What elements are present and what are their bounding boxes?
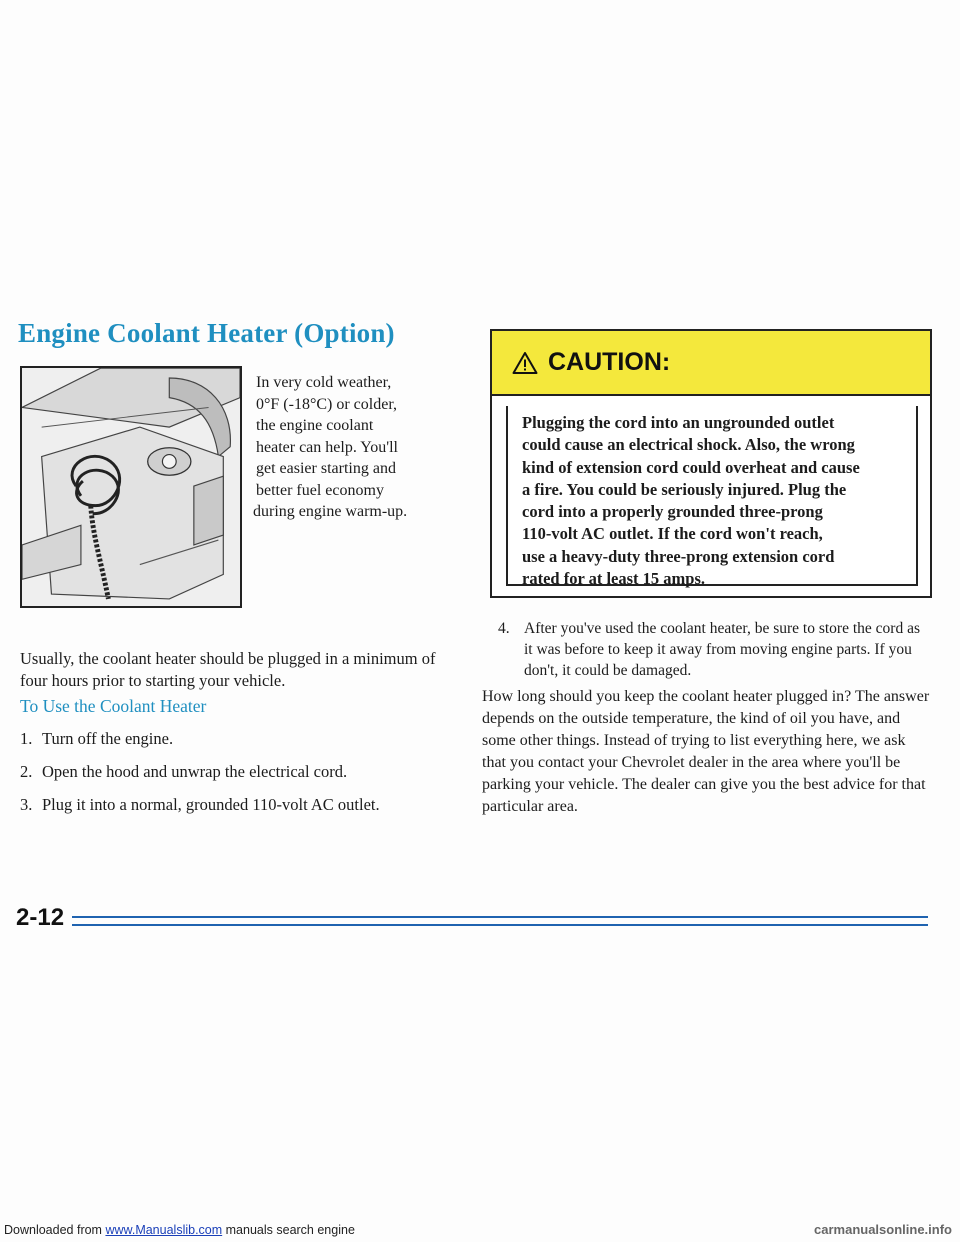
- manualslib-link[interactable]: www.Manualslib.com: [105, 1223, 223, 1237]
- download-banner: [0, 1218, 960, 1242]
- watermark-text: carmanualsonline.info: [814, 1222, 952, 1237]
- step-item: [20, 794, 470, 816]
- step-number: 3.: [20, 795, 33, 814]
- engine-bay-drawing: [22, 368, 240, 606]
- caution-line: could cause an electrical shock. Also, the wrong: [522, 435, 855, 455]
- step-item: [20, 761, 470, 783]
- section-subheading: To Use the Coolant Heater: [20, 696, 207, 716]
- intro-line: the engine coolant: [256, 417, 374, 434]
- banner-suffix: manuals search engine: [222, 1223, 355, 1237]
- step-text: After you've used the coolant heater, be sure to store the cord as it was before to keep it away from moving engine parts. If you don't, it could be damaged.: [524, 620, 920, 679]
- intro-line: get easier starting and: [256, 460, 396, 477]
- intro-line: 0°F (-18°C) or colder,: [256, 395, 398, 413]
- step-text: Plug it into a normal, grounded 110-volt AC outlet.: [42, 795, 380, 814]
- step-number: 1.: [20, 729, 33, 748]
- intro-line: better fuel economy: [256, 481, 384, 499]
- step-text: Open the hood and unwrap the electrical cord.: [42, 762, 348, 781]
- caution-line: kind of extension cord could overheat and cause: [522, 457, 860, 477]
- step-item: [498, 618, 928, 681]
- caution-line: Plugging the cord into an ungrounded outlet: [522, 413, 835, 432]
- step-text: Turn off the engine.: [42, 729, 174, 748]
- caution-line: cord into a properly grounded three-prong: [522, 502, 823, 522]
- caution-header: [492, 331, 930, 396]
- caution-line: rated for at least 15 amps.: [522, 569, 705, 589]
- steps-list-right: [498, 618, 928, 681]
- step-number: 4.: [498, 620, 510, 637]
- caution-line: a fire. You could be seriously injured. Plug the: [522, 479, 847, 499]
- step-number: 2.: [20, 762, 33, 781]
- caution-line: 110-volt AC outlet. If the cord won't reach,: [522, 524, 823, 544]
- warning-triangle-icon: [512, 351, 538, 375]
- steps-list-left: [20, 728, 470, 816]
- usage-note: Usually, the coolant heater should be plugged in a minimum of four hours prior to starting your vehicle.: [20, 649, 436, 690]
- caution-box: [490, 329, 932, 598]
- banner-prefix: Downloaded from: [4, 1223, 106, 1237]
- duration-paragraph: How long should you keep the coolant heater plugged in? The answer depends on the outside temperature, the kind of oil you have, and some other things. Instead of trying to list everything here, we ask that you contact your Chevrolet dealer in the area where you'll be parking your vehicle. The dealer can give you the best advice for that particular area.: [482, 688, 930, 815]
- caution-text: [506, 406, 918, 589]
- intro-line: heater can help. You'll: [256, 438, 398, 456]
- footer-rule-top: [72, 916, 928, 918]
- intro-line: In very cold weather,: [256, 374, 392, 391]
- footer-rule-bottom: [72, 924, 928, 926]
- banner-text: [4, 1223, 355, 1237]
- intro-paragraph: [253, 372, 456, 523]
- step-item: [20, 728, 470, 750]
- caution-heading: CAUTION:: [548, 348, 671, 376]
- page-number: 2-12: [16, 904, 65, 931]
- coolant-heater-illustration: [20, 366, 242, 608]
- page-title: Engine Coolant Heater (Option): [18, 318, 395, 348]
- caution-line: use a heavy-duty three-prong extension cord: [522, 546, 835, 566]
- intro-line: during engine warm-up.: [253, 503, 408, 520]
